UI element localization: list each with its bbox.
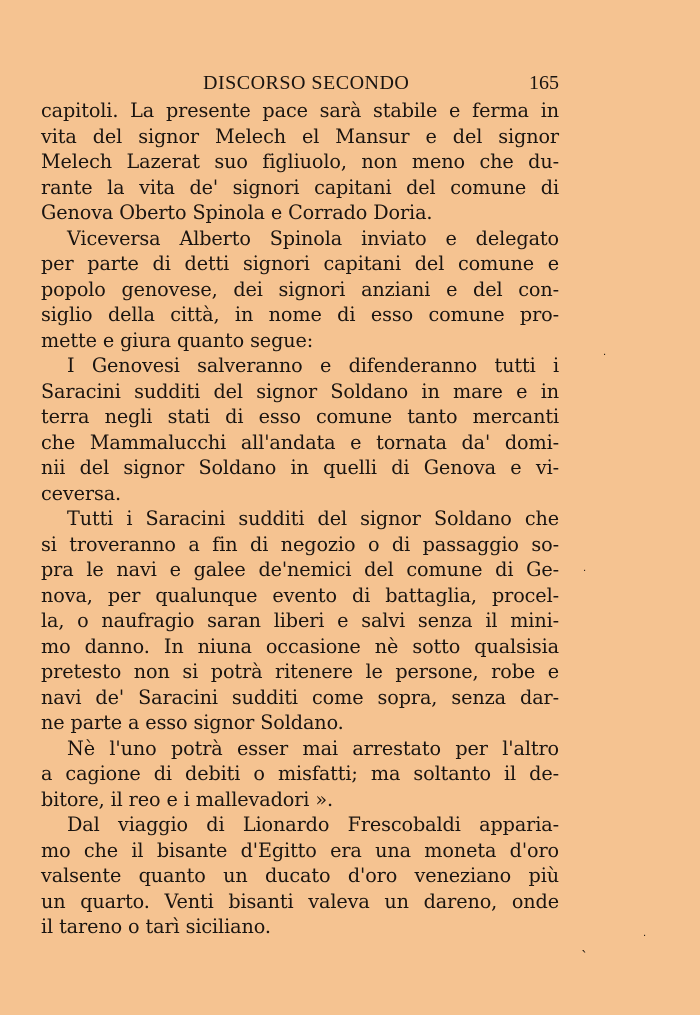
margin-speck-mark: ˎ	[581, 937, 588, 953]
text-line: nii del signor Soldano in quelli di Genova e vi-	[41, 456, 559, 479]
text-line: mo che il bisante d'Egitto era una moneta d'oro	[41, 838, 559, 862]
margin-speck-mark: ·	[603, 350, 607, 361]
text-line: valsente quanto un ducato d'oro veneziano più	[41, 864, 559, 887]
text-line: rante la vita de' signori capitani del comune di	[41, 175, 559, 199]
text-line: pra le navi e galee de'nemici del comune di Ge-	[41, 558, 559, 581]
text-line: si troveranno a fin di negozio o di passaggio so-	[41, 532, 559, 556]
text-line: Viceversa Alberto Spinola inviato e delegato	[67, 226, 559, 250]
text-line: capitoli. La presente pace sarà stabile e ferma in	[41, 99, 559, 122]
text-line: Genova Oberto Spinola e Corrado Doria.	[41, 201, 433, 224]
text-line: Nè l'uno potrà esser mai arrestato per l'altro	[67, 736, 559, 760]
text-line: per parte di detti signori capitani del comune e	[41, 252, 559, 275]
text-line: popolo genovese, dei signori anziani e del con-	[41, 277, 559, 301]
margin-speck-mark: ·	[643, 931, 647, 942]
text-line: nova, per qualunque evento di battaglia, procel-	[41, 583, 559, 607]
text-line: che Mammalucchi all'andata e tornata da' domi-	[41, 430, 559, 454]
text-line: la, o naufragio saran liberi e salvi senza il mini-	[41, 609, 559, 632]
text-line: vita del signor Melech el Mansur e del signor	[41, 124, 559, 148]
body-text	[41, 98, 559, 940]
text-line: Saracini sudditi del signor Soldano in mare e in	[41, 379, 559, 403]
text-line: Melech Lazerat suo figliuolo, non meno che du-	[41, 150, 559, 173]
running-title: DISCORSO SECONDO	[203, 72, 410, 94]
text-line: bitore, il reo e i mallevadori ».	[41, 787, 333, 811]
text-line: pretesto non si potrà ritenere le persone, robe e	[41, 660, 559, 683]
text-line: il tareno o tarì siciliano.	[41, 915, 271, 938]
text-line: Dal viaggio di Lionardo Frescobaldi apparia-	[67, 813, 559, 836]
text-line: ne parte a esso signor Soldano.	[41, 711, 344, 734]
running-head	[41, 72, 559, 98]
page-number: 165	[529, 72, 559, 94]
text-line: I Genovesi salveranno e difenderanno tutti i	[67, 354, 559, 377]
margin-speck-mark: ·	[583, 566, 587, 577]
text-line: mo danno. In niuna occasione nè sotto qualsisia	[41, 634, 559, 658]
text-line: un quarto. Venti bisanti valeva un dareno, onde	[41, 889, 559, 913]
text-line: a cagione di debiti o misfatti; ma soltanto il de-	[41, 762, 559, 785]
text-line: Tutti i Saracini sudditi del signor Soldano che	[67, 507, 559, 530]
text-line: ceversa.	[41, 481, 122, 505]
text-line: siglio della città, in nome di esso comune pro-	[41, 303, 559, 326]
text-line: mette e giura quanto segue:	[41, 328, 314, 352]
text-line: navi de' Saracini sudditi come sopra, senza dar-	[41, 685, 559, 709]
text-line: terra negli stati di esso comune tanto mercanti	[41, 405, 559, 428]
